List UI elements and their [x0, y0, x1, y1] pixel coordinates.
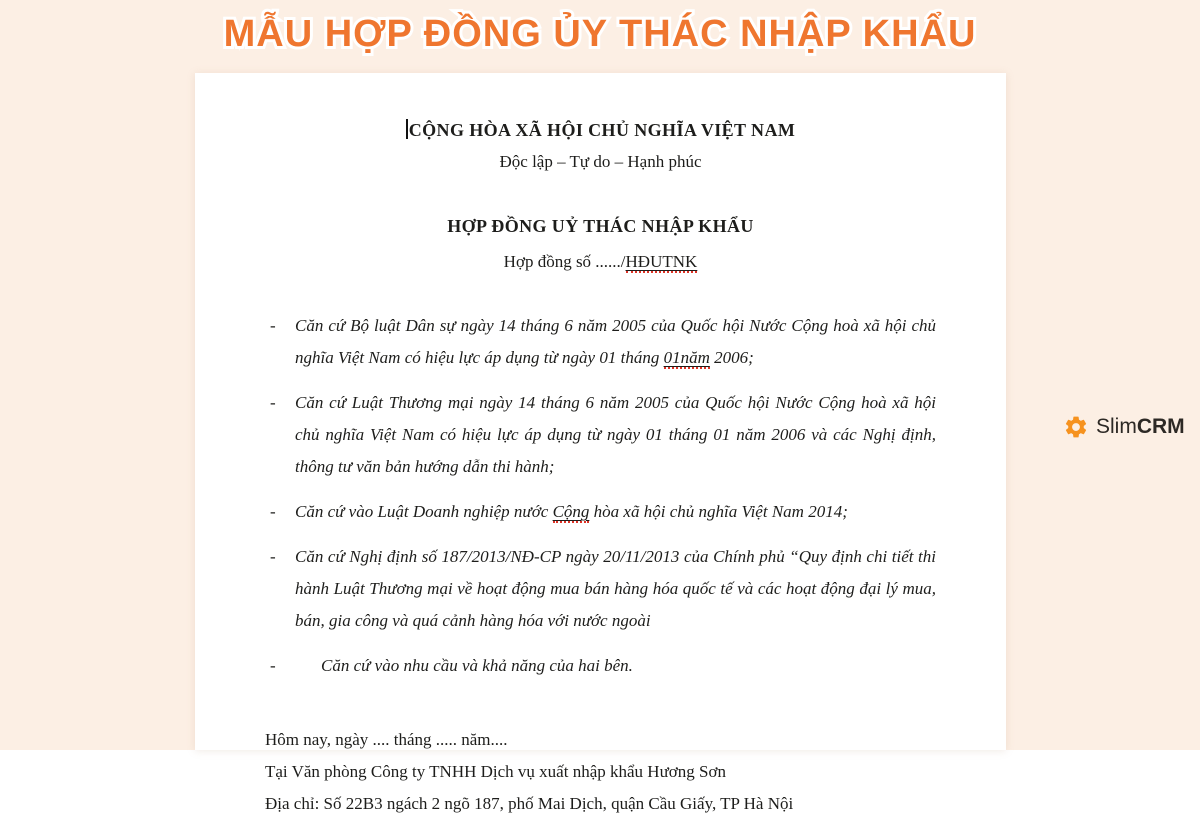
text-cursor: [406, 119, 408, 139]
recital-text: [295, 650, 936, 682]
recital-item: [265, 496, 936, 528]
contract-number-prefix: Hợp đồng số ....../: [503, 252, 626, 271]
contract-number-code: HĐUTNK: [625, 252, 698, 271]
recital-segment: hòa xã hội chủ nghĩa Việt Nam 2014;: [589, 502, 848, 521]
banner-title: MẪU HỢP ĐỒNG ỦY THÁC NHẬP KHẨU: [223, 13, 977, 55]
recital-segment: Căn cứ vào Luật Doanh nghiệp nước: [295, 502, 553, 521]
bullet-dash: -: [270, 316, 276, 335]
contract-number: [265, 250, 936, 274]
recital-item: [265, 650, 936, 682]
recital-text: [295, 496, 936, 528]
document-page: [195, 73, 1006, 813]
bullet-dash: -: [270, 656, 276, 675]
misspelled-word: 01năm: [663, 348, 710, 367]
bullet-dash: -: [270, 502, 276, 521]
recital-segment: Căn cứ Bộ luật Dân sự ngày 14 tháng 6 năm 2005 của Quốc hội Nước Cộng hoà xã hội chủ nghĩa Việt Nam có hiệu lực áp dụng từ ngày 01 tháng: [295, 316, 936, 367]
recital-text: [295, 310, 936, 374]
recital-item: [265, 310, 936, 374]
recital-text: [295, 541, 936, 637]
closing-block: [265, 724, 936, 820]
closing-line-location: Tại Văn phòng Công ty TNHH Dịch vụ xuất nhập khẩu Hương Sơn: [265, 762, 726, 781]
recital-text: [295, 387, 936, 483]
national-motto: Độc lập – Tự do – Hạnh phúc: [499, 152, 702, 171]
recital-segment: Căn cứ Nghị định số 187/2013/NĐ-CP ngày 20/11/2013 của Chính phủ “Quy định chi tiết thi hành Luật Thương mại về hoạt động mua bán hàng hóa quốc tế và các hoạt động đại lý mua, bán, gia công và quá cảnh hàng hóa với nước ngoài: [295, 547, 936, 630]
recital-item: [265, 387, 936, 483]
slimcrm-logo: [1063, 413, 1185, 441]
gear-icon: [1063, 414, 1089, 440]
brand-name-slim: Slim: [1096, 415, 1137, 438]
recital-item: [265, 541, 936, 637]
bullet-dash: -: [270, 547, 276, 566]
recital-segment: Căn cứ vào nhu cầu và khả năng của hai bên.: [321, 656, 633, 675]
brand-name-crm: CRM: [1136, 415, 1185, 438]
closing-line-address: Địa chỉ: Số 22B3 ngách 2 ngõ 187, phố Mai Dịch, quận Cầu Giấy, TP Hà Nội: [265, 794, 794, 813]
contract-title: HỢP ĐỒNG UỶ THÁC NHẬP KHẨU: [447, 216, 754, 236]
national-header: [265, 118, 936, 142]
recital-segment: Căn cứ Luật Thương mại ngày 14 tháng 6 năm 2005 của Quốc hội Nước Cộng hoà xã hội chủ nghĩa Việt Nam có hiệu lực áp dụng từ ngày 01 tháng 01 năm 2006 và các Nghị định, thông tư văn bản hướng dẫn thi hành;: [295, 393, 936, 476]
misspelled-word: Cộng: [552, 502, 590, 521]
closing-line-date: Hôm nay, ngày .... tháng ..... năm....: [265, 730, 508, 749]
recitals-list: [265, 310, 936, 682]
recital-segment: 2006;: [709, 348, 754, 367]
national-header-text: CỘNG HÒA XÃ HỘI CHỦ NGHĨA VIỆT NAM: [408, 120, 796, 140]
bullet-dash: -: [270, 393, 276, 412]
